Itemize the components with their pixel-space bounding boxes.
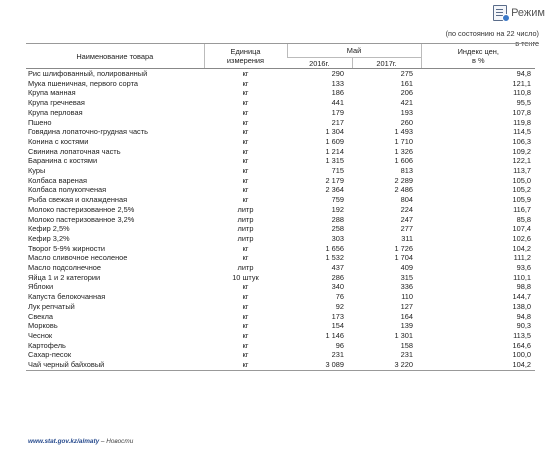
price-index-cell: 116,7 — [513, 204, 532, 214]
table-row — [26, 253, 535, 263]
unit-cell: кг — [242, 340, 249, 350]
price-index-cell: 105,0 — [512, 175, 532, 185]
currency-note: в тенге — [515, 39, 539, 48]
price-2016-cell: 179 — [331, 107, 344, 117]
unit-cell: кг — [242, 243, 249, 253]
price-2016-cell: 715 — [331, 166, 344, 176]
header-price-index — [421, 44, 535, 69]
header-index-line2: в % — [471, 56, 485, 65]
price-2017-cell: 247 — [400, 214, 414, 224]
price-index-cell: 144,7 — [512, 292, 532, 302]
price-2016-cell: 186 — [331, 88, 344, 98]
price-index-cell: 110,8 — [513, 88, 532, 98]
table-row — [26, 166, 535, 176]
price-2016-cell: 217 — [331, 117, 344, 127]
price-2017-cell: 161 — [400, 78, 414, 88]
price-index-cell: 102,6 — [512, 233, 532, 243]
header-index-line1: Индекс цен, — [457, 47, 499, 56]
price-index-cell: 122,1 — [512, 156, 532, 166]
price-2017-cell: 2 289 — [394, 175, 414, 185]
price-2016-cell: 133 — [331, 78, 344, 88]
product-name-cell: Пшено — [28, 117, 52, 127]
price-2017-cell: 224 — [400, 204, 414, 214]
product-name-cell: Морковь — [28, 321, 58, 331]
price-2017-cell: 275 — [400, 69, 414, 78]
header-month: Май — [287, 44, 421, 58]
price-2016-cell: 1 304 — [325, 127, 344, 137]
product-name-cell: Рис шлифованный, полированный — [28, 69, 148, 78]
price-index-cell: 138,0 — [512, 301, 532, 311]
unit-cell: кг — [242, 127, 249, 137]
product-name-cell: Куры — [28, 166, 46, 176]
price-table — [26, 43, 535, 371]
date-note: (по состоянию на 22 число) — [445, 29, 539, 38]
price-2016-cell: 231 — [331, 350, 344, 360]
unit-cell: кг — [242, 292, 249, 302]
table-row — [26, 273, 535, 283]
product-name-cell: Говядина лопаточно-грудная часть — [28, 127, 148, 137]
unit-cell: кг — [242, 156, 249, 166]
table-row — [26, 176, 535, 186]
unit-cell: кг — [242, 78, 249, 88]
price-2016-cell: 441 — [331, 98, 344, 108]
header-year-2016: 2016г. — [287, 58, 352, 69]
price-2017-cell: 1 704 — [394, 253, 414, 263]
price-2017-cell: 164 — [400, 311, 414, 321]
unit-cell: кг — [242, 253, 249, 263]
price-2016-cell: 1 315 — [325, 156, 344, 166]
product-name-cell: Молоко пастеризованное 2,5% — [28, 204, 135, 214]
table-row — [26, 215, 535, 225]
table-row — [26, 108, 535, 118]
footer — [28, 438, 133, 445]
price-2017-cell: 315 — [400, 272, 414, 282]
price-index-cell: 105,2 — [512, 185, 532, 195]
product-name-cell: Чеснок — [28, 330, 53, 340]
unit-cell: литр — [237, 233, 254, 243]
price-2016-cell: 1 214 — [325, 146, 344, 156]
table-row — [26, 205, 535, 215]
unit-cell: кг — [242, 136, 249, 146]
header-unit-line2: измерения — [226, 56, 265, 65]
product-name-cell: Масло сливочное несоленое — [28, 253, 128, 263]
table-row — [26, 350, 535, 360]
price-2017-cell: 409 — [400, 263, 414, 273]
price-2016-cell: 2 179 — [325, 175, 344, 185]
price-index-cell: 100,0 — [512, 350, 532, 360]
price-index-cell: 164,6 — [512, 340, 532, 350]
price-index-cell: 98,8 — [516, 282, 532, 292]
price-index-cell: 111,2 — [513, 253, 532, 263]
product-name-cell: Капуста белокочанная — [28, 292, 106, 302]
price-2016-cell: 437 — [331, 263, 344, 273]
price-2017-cell: 260 — [400, 117, 414, 127]
table-row — [26, 331, 535, 341]
price-2016-cell: 76 — [335, 292, 344, 302]
table-row — [26, 98, 535, 108]
price-index-cell: 113,7 — [513, 166, 532, 176]
price-index-cell: 106,3 — [512, 136, 532, 146]
table-row — [26, 137, 535, 147]
table-row — [26, 312, 535, 322]
unit-cell: кг — [242, 107, 249, 117]
table-row — [26, 360, 535, 370]
price-2017-cell: 421 — [400, 98, 414, 108]
table-row — [26, 118, 535, 128]
price-2016-cell: 92 — [335, 301, 344, 311]
price-index-cell: 113,5 — [513, 330, 532, 340]
price-index-cell: 109,2 — [512, 146, 532, 156]
table-row — [26, 156, 535, 166]
product-name-cell: Творог 5-9% жирности — [28, 243, 106, 253]
product-name-cell: Лук репчатый — [28, 301, 75, 311]
table-row — [26, 292, 535, 302]
price-2017-cell: 813 — [400, 166, 414, 176]
price-2016-cell: 2 364 — [325, 185, 344, 195]
product-name-cell: Крупа манная — [28, 88, 76, 98]
unit-cell: кг — [204, 360, 287, 370]
price-2016-cell: 759 — [331, 195, 344, 205]
header-unit-line1: Единица — [230, 47, 261, 56]
price-index-cell: 95,5 — [516, 98, 532, 108]
price-index-cell: 85,8 — [516, 214, 532, 224]
price-2017-cell: 2 486 — [394, 185, 414, 195]
unit-cell: кг — [242, 166, 249, 176]
product-name-cell: Рыба свежая и охлажденная — [28, 195, 128, 205]
header-year-2017: 2017г. — [352, 58, 421, 69]
price-2016-cell: 154 — [331, 321, 344, 331]
price-2017-cell: 127 — [400, 301, 414, 311]
product-name-cell: Яйца 1 и 2 категории — [28, 272, 101, 282]
price-index-cell: 104,2 — [421, 360, 535, 370]
product-name-cell: Свекла — [28, 311, 54, 321]
price-2016-cell: 1 146 — [325, 330, 344, 340]
product-name-cell: Кефир 3,2% — [28, 233, 70, 243]
price-2016-cell: 1 609 — [325, 136, 344, 146]
table-row — [26, 321, 535, 331]
price-2016-cell: 96 — [335, 340, 344, 350]
price-2016-cell: 3 089 — [287, 360, 352, 370]
unit-cell: кг — [242, 146, 249, 156]
price-2017-cell: 1 606 — [394, 156, 414, 166]
table-row — [26, 234, 535, 244]
unit-cell: литр — [237, 214, 254, 224]
unit-cell: кг — [242, 330, 249, 340]
price-2016-cell: 173 — [331, 311, 344, 321]
price-index-cell: 121,1 — [512, 78, 532, 88]
price-2017-cell: 206 — [400, 88, 414, 98]
price-index-cell: 107,8 — [512, 107, 532, 117]
price-2016-cell: 192 — [331, 204, 344, 214]
unit-cell: кг — [242, 301, 249, 311]
table-row — [26, 147, 535, 157]
price-2016-cell: 258 — [331, 224, 344, 234]
price-2017-cell: 110 — [401, 292, 414, 302]
product-name-cell: Чай черный байховый — [26, 360, 204, 370]
table-row — [26, 341, 535, 351]
product-name-cell: Конина с костями — [28, 136, 89, 146]
unit-cell: кг — [242, 69, 249, 78]
product-name-cell: Баранина с костями — [28, 156, 98, 166]
unit-cell: кг — [242, 311, 249, 321]
mode-button[interactable]: Режим — [511, 7, 545, 19]
table-body — [26, 69, 535, 371]
price-2017-cell: 1 726 — [394, 243, 414, 253]
price-2017-cell: 1 301 — [394, 330, 414, 340]
unit-cell: литр — [237, 204, 254, 214]
header-product-name: Наименование товара — [26, 44, 204, 69]
table-row — [26, 195, 535, 205]
table-row — [26, 282, 535, 292]
price-2017-cell: 3 220 — [352, 360, 421, 370]
price-2017-cell: 193 — [400, 107, 414, 117]
price-index-cell: 107,4 — [512, 224, 532, 234]
price-2016-cell: 288 — [331, 214, 344, 224]
header-unit — [204, 44, 287, 69]
price-index-cell: 104,2 — [512, 243, 532, 253]
price-2016-cell: 1 532 — [325, 253, 344, 263]
table-row — [26, 185, 535, 195]
price-2016-cell: 290 — [331, 69, 344, 78]
product-name-cell: Крупа гречневая — [28, 98, 85, 108]
table-row — [26, 88, 535, 98]
price-2016-cell: 1 656 — [325, 243, 344, 253]
unit-cell: литр — [237, 263, 254, 273]
product-name-cell: Масло подсолнечное — [28, 263, 102, 273]
product-name-cell: Молоко пастеризованное 3,2% — [28, 214, 135, 224]
product-name-cell: Яблоки — [28, 282, 54, 292]
price-index-cell: 94,8 — [516, 69, 532, 78]
price-index-cell: 94,8 — [516, 311, 532, 321]
price-2017-cell: 1 326 — [394, 146, 414, 156]
table-row — [26, 244, 535, 254]
product-name-cell: Колбаса полукопченая — [28, 185, 107, 195]
unit-cell: кг — [242, 185, 249, 195]
unit-cell: литр — [237, 224, 254, 234]
table-row — [26, 302, 535, 312]
price-2016-cell: 340 — [331, 282, 344, 292]
table-row — [26, 69, 535, 79]
price-index-cell: 110,1 — [513, 272, 532, 282]
price-2017-cell: 139 — [400, 321, 414, 331]
unit-cell: 10 штук — [232, 272, 259, 282]
unit-cell: кг — [242, 282, 249, 292]
price-2017-cell: 158 — [400, 340, 414, 350]
mode-toolbar — [493, 5, 545, 21]
product-name-cell: Сахар-песок — [28, 350, 72, 360]
price-2016-cell: 286 — [331, 272, 344, 282]
product-name-cell: Картофель — [28, 340, 66, 350]
price-index-cell: 93,6 — [516, 263, 532, 273]
unit-cell: кг — [242, 321, 249, 331]
price-index-cell: 119,8 — [513, 117, 532, 127]
price-2016-cell: 303 — [331, 233, 344, 243]
price-2017-cell: 231 — [400, 350, 414, 360]
price-2017-cell: 277 — [400, 224, 414, 234]
price-2017-cell: 1 493 — [394, 127, 414, 137]
unit-cell: кг — [242, 117, 249, 127]
unit-cell: кг — [242, 350, 249, 360]
unit-cell: кг — [242, 195, 249, 205]
price-2017-cell: 336 — [400, 282, 414, 292]
table-row — [26, 224, 535, 234]
table-row — [26, 127, 535, 137]
product-name-cell: Кефир 2,5% — [28, 224, 70, 234]
product-name-cell: Колбаса вареная — [28, 175, 87, 185]
unit-cell: кг — [242, 175, 249, 185]
unit-cell: кг — [242, 98, 249, 108]
price-2017-cell: 1 710 — [394, 136, 414, 146]
price-2017-cell: 804 — [400, 195, 414, 205]
price-2017-cell: 311 — [401, 233, 414, 243]
price-index-cell: 114,5 — [513, 127, 532, 137]
price-index-cell: 105,9 — [512, 195, 532, 205]
footer-suffix: – Новости — [99, 438, 134, 445]
product-name-cell: Свинина лопаточная часть — [28, 146, 121, 156]
product-name-cell: Мука пшеничная, первого сорта — [28, 78, 139, 88]
table-row — [26, 263, 535, 273]
table-row — [26, 79, 535, 89]
unit-cell: кг — [242, 88, 249, 98]
document-icon[interactable] — [493, 5, 507, 21]
price-index-cell: 90,3 — [516, 321, 532, 331]
site-link[interactable]: www.stat.gov.kz/almaty — [28, 438, 100, 445]
product-name-cell: Крупа перловая — [28, 107, 83, 117]
